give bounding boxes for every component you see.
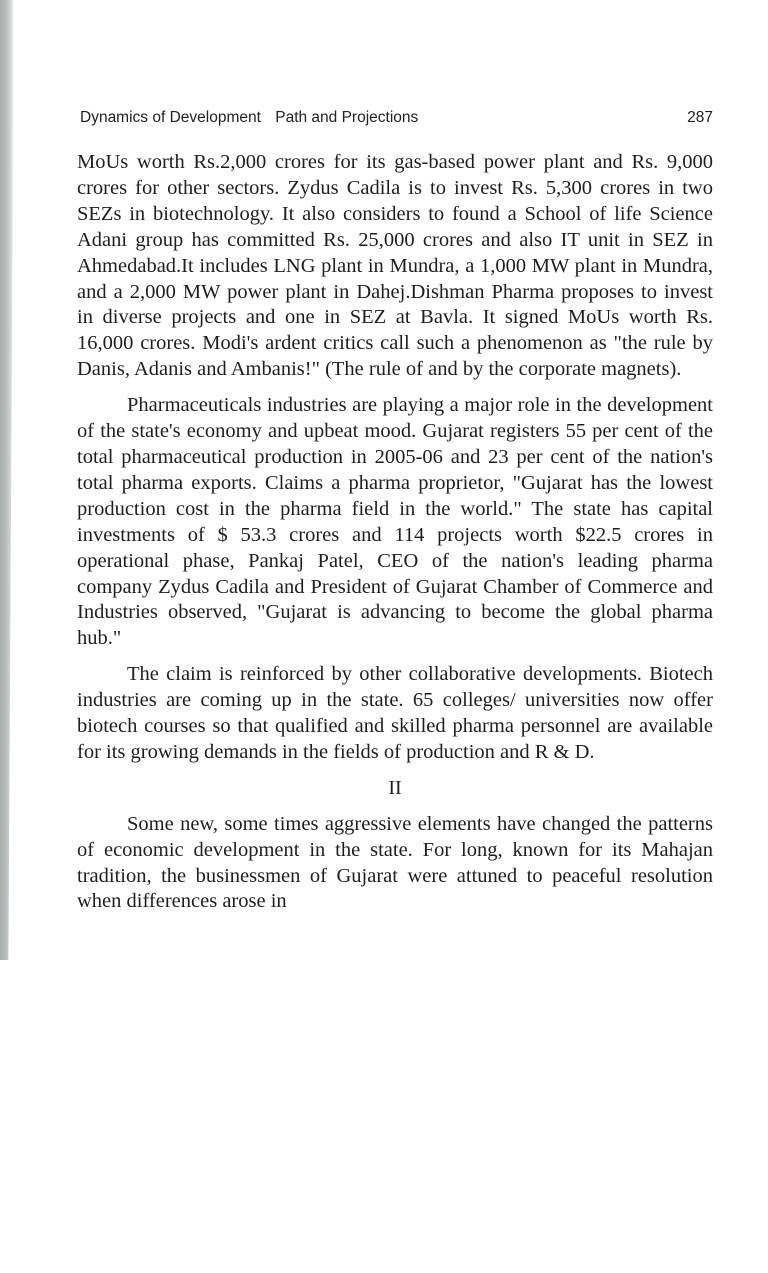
running-head — [80, 109, 713, 127]
paragraph-continued: MoUs worth Rs.2,000 crores for its gas-based power plant and Rs. 9,000 crores for other sectors. Zydus Cadila is to invest Rs. 5,300 crores in two SEZs in biotechnology. It also considers to found a School of life Science Adani group has committed Rs. 25,000 crores and also IT unit in SEZ in Ahmedabad.It includes LNG plant in Mundra, a 1,000 MW plant in Mundra, and a 2,000 MW power plant in Dahej.Dishman Pharma proposes to invest in diverse projects and one in SEZ at Bavla. It signed MoUs worth Rs. 16,000 crores. Modi's ardent critics call such a phenomenon as "the rule by Danis, Adanis and Ambanis!" (The rule of and by the corporate magnets). — [77, 151, 713, 381]
running-head-title — [80, 109, 428, 127]
section-heading: II — [388, 776, 402, 799]
page-body — [77, 150, 713, 915]
paragraph: The claim is reinforced by other collaborative developments. Biotech industries are coming up in the state. 65 colleges/ universities now offer biotech courses so that qualified and skilled pharma personnel are available for its growing demands in the fields of production and R & D. — [77, 663, 713, 763]
running-head-title-left: Dynamics of Development — [80, 109, 261, 126]
paragraph: Some new, some times aggressive elements have changed the patterns of economic development in the state. For long, known for its Mahajan tradition, the businessmen of Gujarat were attuned to peaceful resolution when differences arose in — [77, 812, 713, 913]
page-gutter-shadow — [0, 0, 14, 960]
running-head-title-right: Path and Projections — [275, 109, 419, 126]
paragraph: Pharmaceuticals industries are playing a major role in the development of the state's economy and upbeat mood. Gujarat registers 55 per cent of the total pharmaceutical production in 2005-06 and 23 per cent of the nation's total pharma exports. Claims a pharma proprietor, "Gujarat has the lowest production cost in the pharma field in the world." The state has capital investments of $ 53.3 crores and 114 projects worth $22.5 crores in operational phase, Pankaj Patel, CEO of the nation's leading pharma company Zydus Cadila and President of Gujarat Chamber of Commerce and Industries observed, "Gujarat is advancing to become the global pharma hub." — [77, 394, 713, 650]
page-number: 287 — [687, 109, 713, 126]
